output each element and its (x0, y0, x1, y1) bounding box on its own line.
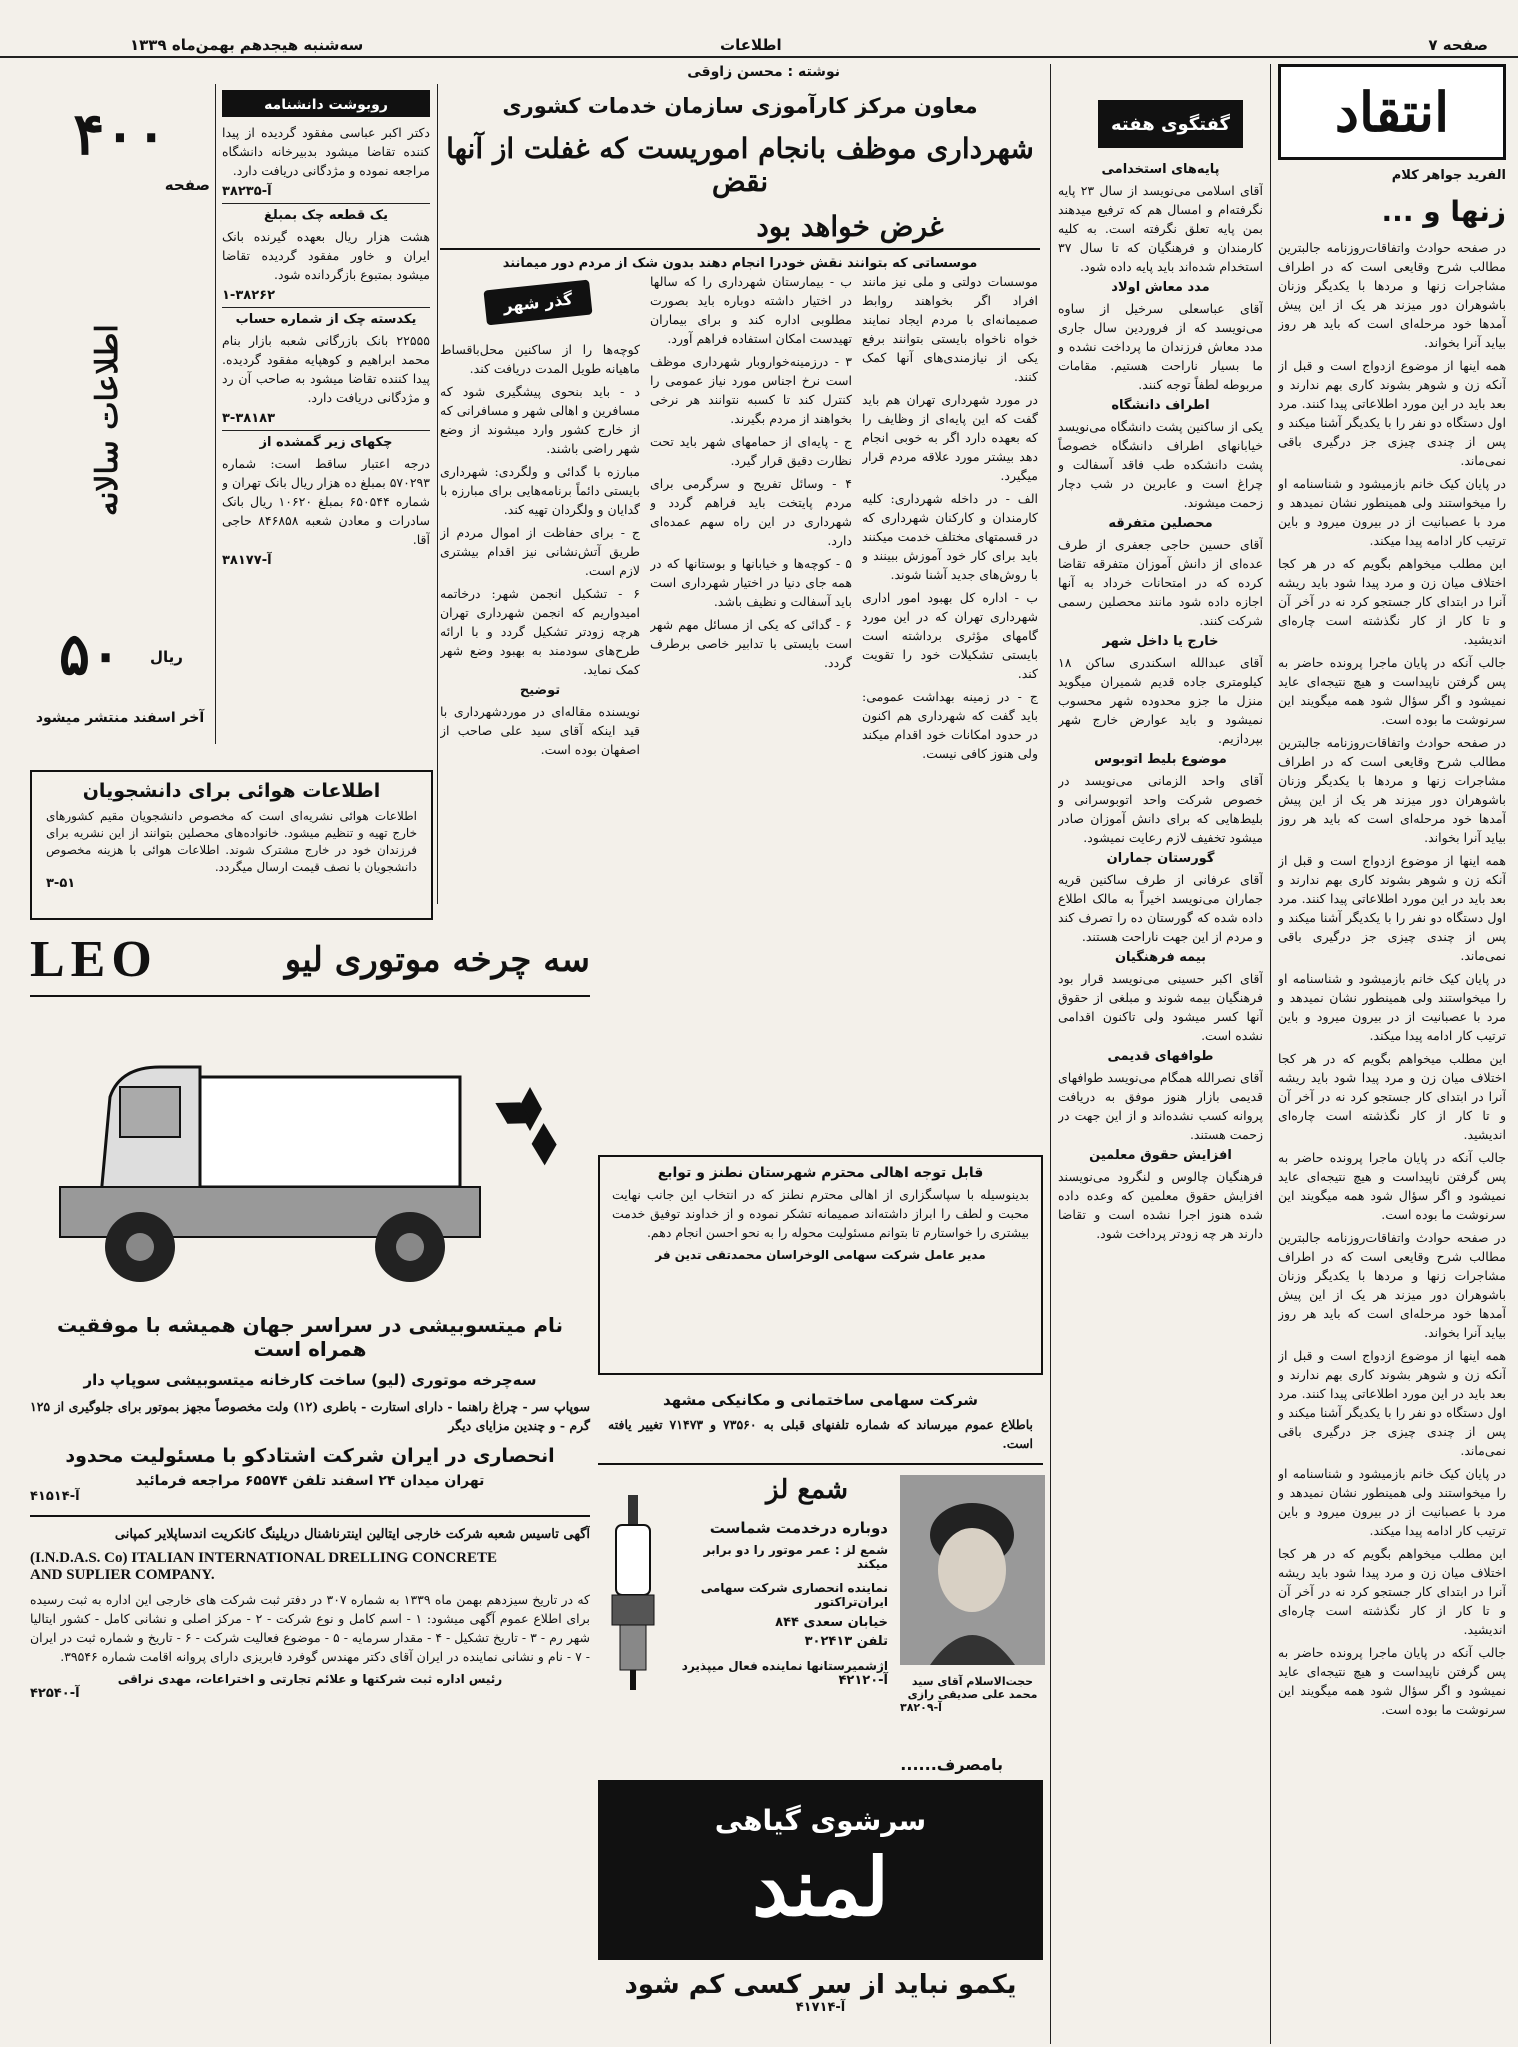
leo-truck-illustration (30, 1007, 590, 1307)
annual-release: آخر اسفند منتشر میشود (35, 710, 205, 726)
plug-rep: نماینده انحصاری شرکت سهامی ایران‌تراکتور (700, 1581, 888, 1609)
article-art-label: گذر شهر (501, 288, 574, 316)
paragraph: این مطلب میخواهم بگویم که در هر کجا اختلاف میان زن و مرد پیدا شود باید ریشه آنرا در ابتدای کار جستجو کرد نه در آخر آن و تا کار از کار نگذشته است چاره‌ای اندیشید. (1278, 1051, 1506, 1142)
leo-code: آ-۴۱۵۱۴ (30, 1489, 80, 1504)
note-body: نویسنده مقاله‌ای در موردشهرداری با قید اینکه آقای سید علی صاحب از اصفهان بوده است. (440, 704, 640, 757)
paragraph: در پایان کیک خانم بازمیشود و شناسنامه او را میخواستند ولی همینطور نشان نمیدهد و مرد با عصبانیت از در بیرون میرود و باین ترتیب کار ادامه پیدا میکند. (1278, 971, 1506, 1043)
article-col-1: موسسات دولتی و ملی نیز مانند افراد اگر بخواهند روابط صمیمانه‌ای با مردم ایجاد نمایند خواه ناخواه بایستی بتوانند برفع یکی از نیازمندی‌های آنها کمک کنند. در مورد شهرداری تهران هم باید گفت که این پایه‌ای از وظایف را که بعهده دارد اگر به خوبی انجام دهد بیشتر مورد علاقه مردم قرار میگیرد. الف - در داخله شهرداری: کلیه کارمندان و کارکنان شهرداری که در قسمتهای مختلف خدمت میکنند باید برای کار خود آموزش ببینند و با روش‌های جدید آشنا شوند. ب - اداره کل بهبود امور اداری شهرداری تهران که در این مورد گامهای مؤثری برداشته است بایستی تشکیلات خود را تقویت کند. ج - در زمینه بهداشت عمومی: باید گفت که شهرداری هم اکنون در حدود امکانات خود اقدام میکند ولی هنوز کافی نیست. (862, 274, 1038, 761)
paragraph: در صفحه حوادث واتفاقات‌روزنامه جالبتر‌ین مطالب شرح وقایعی است که در اطراف مشاجرات زنها و مردها با یکدیگر وزنان باشوهران دور میزند هر یک از این پیش آمدها خود مرحله‌ای است که باید هر روز بیاید آنرا بخواند. (1278, 735, 1506, 845)
article-headline-2: غرض خواهد بود (756, 210, 944, 243)
lemand-foot: یکمو نباید از سر کسی کم شود (624, 1970, 1017, 2000)
notice-code: آ-۳۸۱۷۷ (222, 553, 272, 568)
legal-body: که در تاریخ سیزدهم بهمن ماه ۱۳۳۹ به شماره ۳۰۷ در دفتر ثبت شرکت های خارجی این اداره به ثبت رسیده برای اطلاع عموم آگهی میشود: ۱ - اسم کامل و نوع شرکت - ۲ - مرکز اصلی و نشانی کامل - کشور ایتالیا شهر رم - ۳ - تاریخ تشکیل - ۴ - مقدار سرمایه - ۵ - موضوع فعالیت شرکت - ۶ - تاریخ و شماره ثبت در ایران - ۷ - نام و نشانی نماینده در ایران آقای دکتر مهندس گوفرد فابریزی دارای پروانه اقامت شماره ۳۹۵۴۶. (30, 1592, 590, 1664)
annual-title: اطلاعات سالانه (90, 324, 125, 516)
notice-code: آ-۳۸۲۳۵ (222, 184, 272, 199)
legal-title-en: (I.N.D.A.S. Co) ITALIAN INTERNATIONAL DRELLING CONCRETE (30, 1550, 498, 1566)
column-intiqad (1278, 64, 1506, 2044)
plug-line-2: شمع لز : عمر موتور را دو برابر میکند (703, 1543, 888, 1571)
legal-title-en-2: AND SUPLIER COMPANY. (30, 1567, 215, 1583)
notices-column: روبوشت دانشنامه دکتر اکبر عباسی مفقود گردیده از پیدا کننده تقاضا میشود بدبیرخانه دانشگاه مراجعه نموده و مژدگانی دریافت دارد. آ-۳۸۲۳۵ یک قطعه چک بمبلغ هشت هزار ریال بعهده گیرنده بانک ایران و خاور مفقود گردیده تقاضا میشود بمتبوع بازگردانده شود. ۱-۳۸۲۶۲ یکدسته چک از شماره حساب ۲۲۵۵۵ بانک بازرگانی شعبه بازار بنام محمد ابراهیم و کوهپایه مفقود گردیده. پیدا کننده تقاضا میشود به صاحب آن رد و مژدگانی دریافت دارد. ۳-۳۸۱۸۳ چکهای زیر گمشده از درجه اعتبار ساقط است: شماره ۵۷۰۲۹۳ بمبلغ ده هزار ریال بانک تهران و شماره ۶۵۰۵۴۴ بمبلغ ۱۰۶۲۰ ریال بانک سادرات و معادن شعبه ۸۴۶۸۵۸ حاجی آقا. آ-۳۸۱۷۷ (222, 90, 430, 810)
plug-street: خیابان سعدی ۸۴۴ (775, 1615, 888, 1630)
leo-line-2: سوپاپ سر - چراغ راهنما - دارای استارت - باطری (۱۲) ولت مخصوصاً مجهز بموتور برای جلوگیری از ۱۲۵ گرم - و چندین مزایای دیگر (30, 1399, 590, 1433)
section: طوافهای قدیمی آقای نصرالله همگام می‌نویسد طوافهای قدیمی بازار هنوز موفق به دریافت پروانه کسب نشده‌اند و از این جهت در زحمت هستند. (1058, 1049, 1263, 1142)
paragraph: این مطلب میخواهم بگویم که در هر کجا اختلاف میان زن و مرد پیدا شود باید ریشه آنرا در ابتدای کار جستجو کرد نه در آخر آن و تا کار از کار نگذشته است چاره‌ای اندیشید. (1278, 1546, 1506, 1637)
paragraph: جالب آنکه در پایان ماجرا پرونده حاضر به پس گرفتن ناپیداست و هیچ نتیجه‌ای عاید نمیشود و اگر سؤال شود همه میگویند این سرنوشت ما بوده است. (1278, 655, 1506, 727)
article-author: نوشته : محسن زاوقی (687, 64, 840, 80)
page-number: صفحه ۷ (1428, 36, 1488, 54)
mitsubishi-logo (495, 1087, 562, 1165)
section: موضوع بلیط اتوبوس آقای واحد الزمانی می‌نویسد در خصوص شرکت واحد اتوبوسرانی و بلیط‌هایی که برای دانش آموزان صادر میشود تخفیف لازم رعایت نمیشود. (1058, 752, 1263, 845)
article-headline: شهرداری موظف بانجام اموریست که غفلت از آنها نقض (446, 132, 1034, 198)
paragraph: این مطلب میخواهم بگویم که در هر کجا اختلاف میان زن و مرد پیدا شود باید ریشه آنرا در ابتدای کار جستجو کرد نه در آخر آن و تا کار از کار نگذشته است چاره‌ای اندیشید. (1278, 556, 1506, 647)
paragraph: در صفحه حوادث واتفاقات‌روزنامه جالبتر‌ین مطالب شرح وقایعی است که در اطراف مشاجرات زنها و مردها با یکدیگر وزنان باشوهران دور میزند هر یک از این پیش آمدها خود مرحله‌ای است که باید هر روز بیاید آنرا بخواند. (1278, 1230, 1506, 1340)
legal-notice (30, 1515, 590, 2015)
leo-title-fa: سه چرخه موتوری لیو (284, 939, 590, 980)
natanz-signature: مدیر عامل شرکت سهامی الوخراسان محمدتقی تدین فر (655, 1248, 986, 1262)
spark-plug-icon (598, 1495, 668, 1695)
plug-line-1: دوباره درخدمت شماست (709, 1519, 888, 1537)
mashhad-body: باطلاع عموم میرساند که شماره تلفنهای قبلی به ۷۳۵۶۰ و ۷۱۴۷۳ تغییر یافته است. (608, 1417, 1034, 1451)
article-col-2: ب - بیمارستان شهرداری را که سالها در اختیار داشته دوباره باید بصورت مطلوبی اداره کند و برای بیماران تهیدست امکان استفاده فراهم آورد. ۳ - درزمینه‌خواروبار شهرداری موظف است نرخ اجناس مورد نیاز عمومی را کنترل کند تا کسبه نتوانند هر نرخی بخواهند از مردم بگیرند. ج - پایه‌ای از حمامهای شهر باید تحت نظارت دقیق قرار گیرد. ۴ - وسائل تفریح و سرگرمی برای مردم پایتخت باید فراهم گردد و شهرداری در این راه سهم عمده‌ای دارد. ۵ - کوچه‌ها و خیابانها و بوستانها که در همه جای دنیا در اختیار شهرداری است باید آسفالت و نظیف باشد. ۶ - گدائی که یکی از مسائل مهم شهر است بایستی با تدابیر خاصی برطرف گردد. (650, 274, 852, 670)
lemand-shampoo-ad (598, 1755, 1043, 2030)
masthead (0, 0, 1518, 58)
portrait-caption: حجت‌الاسلام آقای سید محمد علی صدیقی رازی (907, 1675, 1038, 1701)
lemand-top: بامصرف...... (900, 1755, 1003, 1774)
paragraph: جالب آنکه در پایان ماجرا پرونده حاضر به پس گرفتن ناپیداست و هیچ نتیجه‌ای عاید نمیشود و اگر سؤال شود همه میگویند این سرنوشت ما بوده است. (1278, 1150, 1506, 1222)
student-air-ad (30, 770, 433, 920)
section: محصلین متفرقه آقای حسین حاجی جعفری از طرف عده‌ای از دانش آموزان متفرقه تقاضا کرده که در امتحانات خرداد به آنها اجازه داده شود مانند محصلین رسمی شرکت کنند. (1058, 516, 1263, 628)
article-kicker: معاون مرکز کارآموزی سازمان خدمات کشوری (502, 94, 978, 118)
section: بیمه فرهنگیان آقای اکبر حسینی می‌نویسد قرار بود فرهنگیان بیمه شوند و مبلغی از حقوق آنها کسر میشود ولی تاکنون اقدامی نشده است. (1058, 950, 1263, 1043)
annual-price-label: ریال (150, 648, 183, 666)
paragraph: در پایان کیک خانم بازمیشود و شناسنامه او را میخواستند ولی همینطور نشان نمیدهد و مرد با عصبانیت از در بیرون میرود و باین ترتیب کار ادامه پیدا میکند. (1278, 1466, 1506, 1538)
leo-address: تهران میدان ۲۴ اسفند تلفن ۶۵۵۷۴ مراجعه فرمائید (135, 1473, 485, 1489)
student-ad-code: ۳-۵۱ (46, 876, 76, 891)
paragraph: در پایان کیک خانم بازمیشود و شناسنامه او را میخواستند ولی همینطور نشان نمیدهد و مرد با عصبانیت از در بیرون میرود و باین ترتیب کار ادامه پیدا میکند. (1278, 476, 1506, 548)
article-art (440, 272, 635, 332)
column-title: زنها و ... (1381, 195, 1506, 228)
leo-slogan: نام میتسوبیشی در سراسر جهان همیشه با موفقیت همراه است (56, 1313, 563, 1361)
paragraph: در صفحه حوادث واتفاقات‌روزنامه جالبتر‌ین مطالب شرح وقایعی است که در اطراف مشاجرات زنها و مردها با یکدیگر وزنان باشوهران دور میزند هر یک از این پیش آمدها خود مرحله‌ای است که باید هر روز بیاید آنرا بخواند. (1278, 240, 1506, 350)
intiqad-logo: انتقاد (1278, 64, 1506, 160)
section: مدد معاش اولاد آقای عباسعلی سرخیل از ساوه می‌نویسد که از فروردین سال جاری مدد معاش فرزندان ما پرداخت نشده و ما بسیار ناراحت هستیم. مقامات مربوطه لطفاً توجه کنند. (1058, 280, 1263, 392)
legal-code: آ-۴۲۵۴۰ (30, 1686, 80, 1701)
legal-signature: رئیس اداره ثبت شرکتها و علائم تجارتی و اختراعات، مهدی نراقی (117, 1672, 503, 1686)
leo-ad (30, 930, 590, 1504)
section: افزایش حقوق معلمین فرهنگیان چالوس و لنگرود می‌نویسند افزایش حقوق معلمین که وعده داده شده هنوز اجرا نشده است و تقاضا دارند هر چه زودتر پرداخت شود. (1058, 1148, 1263, 1241)
lemand-code: آ-۴۱۷۱۴ (795, 2000, 846, 2015)
natanz-notice (598, 1155, 1043, 1375)
legal-title-fa: آگهی تاسیس شعبه شرکت خارجی ایتالین اینترناشنال دریلینگ کانکریت اندساپلایر کمپانی (114, 1527, 590, 1542)
plug-title: شمع لز (766, 1475, 848, 1505)
paragraph: همه اینها از موضوع ازدواج است و قبل از آنکه زن و شوهر بشوند کاری بهم ندارند و بعد باید در این مورد اطلاعاتی پیدا کنند. مرد اول دستگاه دو نفر را با یکدیگر آشنا میکند و پس از چندی چیزی جز درگیری باقی نمی‌ماند. (1278, 1348, 1506, 1458)
article-col-3: کوچه‌ها را از ساکنین محل‌باقساط ماهیانه طویل المدت دریافت کند. د - باید بنحوی پیشگیری شود که مسافرین و اهالی شهر و مسافرانی که از خارج کشور وارد میشوند از وضع شهر راضی باشند. مبارزه با گدائی و ولگردی: شهرداری بایستی دائماً برنامه‌هایی برای مبارزه با گدایان و ولگردان تهیه کند. ج - برای حفاظت از اموال مردم از طریق آتش‌نشانی نیز اقدام بیشتری لازم است. ۶ - تشکیل انجمن شهر: درخاتمه امیدواریم که انجمن شهرداری تهران هرچه زودتر تشکیل گردد و با ارائه طرح‌های سودمند به بهبود وضع شهر کمک نماید. توضیح نویسنده مقاله‌ای در موردشهرداری با قید اینکه آقای سید علی صاحب از اصفهان بوده است. (440, 342, 640, 757)
annual-pages-label: صفحه (164, 176, 210, 194)
spark-plug-ad (598, 1475, 888, 1750)
leo-agent: انحصاری در ایران شرکت اشتادکو با مسئولیت محدود (65, 1445, 555, 1467)
section: پایه‌های استخدامی آقای اسلامی می‌نویسد از سال ۲۳ پایه نگرفته‌ام و امسال هم که ترفیع میدهند بمن پایه تعلق نگرفته است. به کلیه کارمندان و فرهنگیان که تا سال ۳۷ استخدام شده‌اند باید پایه داده شود. (1058, 162, 1263, 274)
mashhad-notice (598, 1385, 1043, 1465)
section: اطراف دانشگاه یکی از ساکنین پشت دانشگاه می‌نویسد خیابانهای اطراف دانشگاه خصوصاً پشت دانشکده طب فاقد آسفالت و چراغ است و عابرین در شب دچار زحمت میشوند. (1058, 398, 1263, 510)
notice-code: ۳-۳۸۱۸۳ (222, 411, 276, 426)
truck-bed (190, 1077, 460, 1187)
leo-brand-en: LEO (30, 931, 158, 988)
mashhad-title: شرکت سهامی ساختمانی و مکانیکی مشهد (662, 1391, 979, 1409)
plug-branch: اژشمیرستانها نماینده فعال میپذیرد (681, 1659, 888, 1673)
paragraph: جالب آنکه در پایان ماجرا پرونده حاضر به پس گرفتن ناپیداست و هیچ نتیجه‌ای عاید نمیشود و اگر سؤال شود همه میگویند این سرنوشت ما بوده است. (1278, 1645, 1506, 1717)
leo-line-1: سه‌چرخه موتوری (لیو) ساخت کارخانه میتسوبیشی سوپاپ دار (83, 1371, 537, 1389)
annual-ad (30, 100, 210, 740)
natanz-title: قابل توجه اهالی محترم شهرستان نطنز و توابع (657, 1165, 984, 1181)
lemand-title: سرشوی گیاهی (714, 1803, 927, 1837)
note-head: توضیح (519, 683, 561, 698)
column-byline: الفرید جواهر کلام (1391, 168, 1506, 183)
plug-tel: تلفن ۳۰۲۴۱۳ (804, 1634, 888, 1649)
student-ad-body: اطلاعات هوائی نشریه‌ای است که مخصوص دانشجویان مقیم کشورهای خارج تهیه و تنظیم میشود. خانواده‌های محصلین بتوانند از این نشریه برای فرزندان خود در خارج مشترک شوند. اطلاعات هوائی با هزینه مخصوص دانشجویان با نصف قیمت ارسال میگردد. (46, 809, 417, 874)
annual-pages: ۴۰۰ (73, 100, 167, 168)
student-ad-title: اطلاعات هوائی برای دانشجویان (82, 780, 381, 802)
portrait-photo (900, 1475, 1045, 1665)
section: گورستان جماران آقای عرفانی از طرف ساکنین قریه جماران می‌نویسد اخیراً به مالک اطلاع داده شده که گورستان ده را تصرف کند و مردم از این جهت ناراحت هستند. (1058, 851, 1263, 944)
portrait-block (900, 1475, 1045, 1750)
paragraph: همه اینها از موضوع ازدواج است و قبل از آنکه زن و شوهر بشوند کاری بهم ندارند و بعد باید در این مورد اطلاعاتی پیدا کنند. مرد اول دستگاه دو نفر را با یکدیگر آشنا میکند و پس از چندی چیزی جز درگیری باقی نمی‌ماند. (1278, 358, 1506, 468)
paragraph: همه اینها از موضوع ازدواج است و قبل از آنکه زن و شوهر بشوند کاری بهم ندارند و بعد باید در این مورد اطلاعاتی پیدا کنند. مرد اول دستگاه دو نفر را با یکدیگر آشنا میکند و پس از چندی چیزی جز درگیری باقی نمی‌ماند. (1278, 853, 1506, 963)
issue-date: سه‌شنبه هیجدهم بهمن‌ماه ۱۳۳۹ (130, 36, 364, 54)
article-subhead: موسساتی که بتوانند نقش خودرا انجام دهند بدون شک از مردم دور میمانند (440, 248, 1040, 271)
natanz-body: بدینوسیله با سپاسگزاری از اهالی محترم نطنز که در انتخاب این جانب نهایت محبت و لطف را ابراز داشته‌اند صمیمانه تشکر نموده و از خداوند توفیق خدمت بیشتری را خواستارم تا بتوانم مسئولیت محوله را به نحو احسن انجام دهم. (612, 1187, 1029, 1240)
annual-price: ۵۰ (58, 620, 122, 688)
portrait-code: آ-۳۸۲۰۹ (900, 1701, 942, 1714)
goftogu-logo: گفتگوی هفته (1098, 100, 1243, 148)
section: خارج یا داخل شهر آقای عبدالله اسکندری ساکن ۱۸ کیلومتری جاده قدیم شمیران میگوید منزل ما جزو محدوده شهر محسوب نمیشود و باید عوارض خارج شهر بپردازیم. (1058, 634, 1263, 746)
lemand-black-panel (598, 1780, 1043, 1960)
plug-code: آ-۴۲۱۲۰ (838, 1673, 888, 1688)
main-article-header (440, 64, 1040, 264)
lemand-brand: لمند (752, 1839, 889, 1934)
notices-logo: روبوشت دانشنامه (222, 90, 430, 117)
notice-code: ۱-۳۸۲۶۲ (222, 288, 276, 303)
column-goftogu (1058, 100, 1263, 2044)
paper-name: اطلاعات (720, 36, 782, 54)
